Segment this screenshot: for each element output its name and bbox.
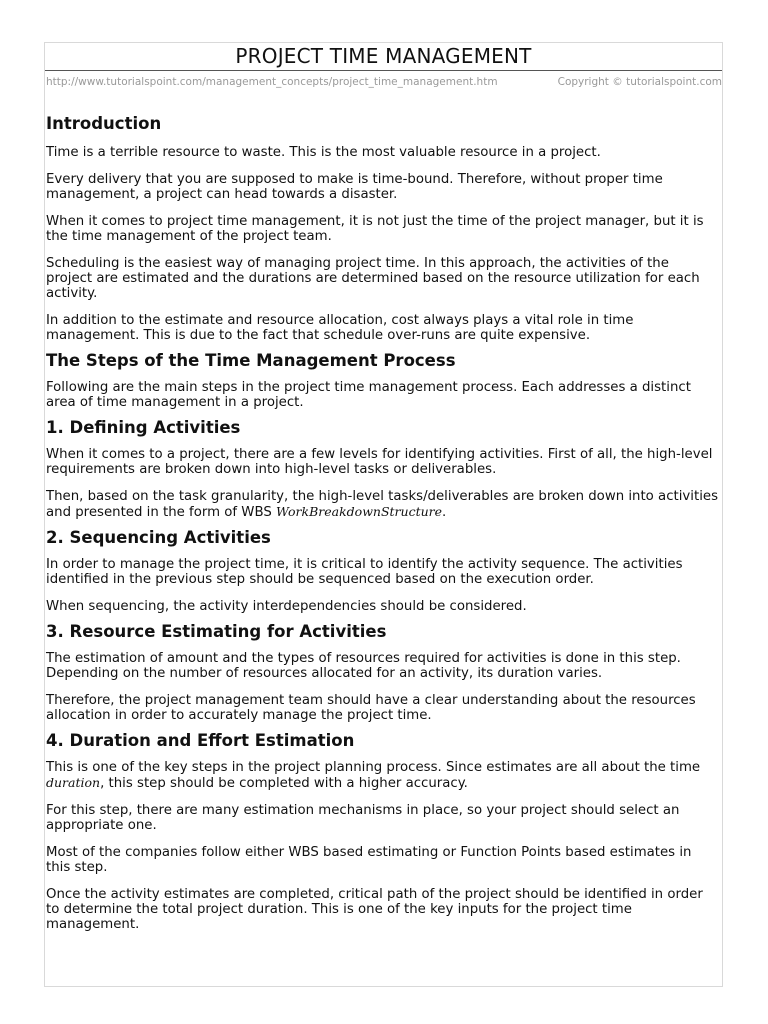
sequencing-paragraph-1: In order to manage the project time, it is critical to identify the activity sequence. The activities identified in the previous step should be sequenced based on the execution order. <box>46 557 683 587</box>
title-divider <box>45 70 722 71</box>
intro-paragraph-4: Scheduling is the easiest way of managing project time. In this approach, the activities of the project are estimated and the durations are determined based on the resource utilization for each activity. <box>46 256 700 301</box>
resource-paragraph-1: The estimation of amount and the types of resources required for activities is done in this step. Depending on the number of resources allocated for an activity, its duration varies. <box>46 651 681 681</box>
sequencing-paragraph-2: When sequencing, the activity interdependencies should be considered. <box>46 599 527 614</box>
defining-paragraph-2-end: . <box>442 505 447 520</box>
heading-duration-estimation: 4. Duration and Effort Estimation <box>46 731 355 750</box>
defining-paragraph-1: When it comes to a project, there are a few levels for identifying activities. First of all, the high-level requirements are broken down into high-level tasks or deliverables. <box>46 447 713 477</box>
document-page <box>44 42 723 987</box>
duration-paragraph-1 <box>46 760 718 791</box>
intro-paragraph-3: When it comes to project time management, it is not just the time of the project manager, but it is the time management of the project team. <box>46 214 704 244</box>
duration-term: duration <box>46 775 101 790</box>
page-title: PROJECT TIME MANAGEMENT <box>235 44 532 68</box>
duration-paragraph-4: Once the activity estimates are completed, critical path of the project should be identified in order to determine the total project duration. This is one of the key inputs for the project time management. <box>46 887 703 932</box>
resource-paragraph-2: Therefore, the project management team should have a clear understanding about the resources allocation in order to accurately manage the project time. <box>46 693 696 723</box>
source-line <box>45 75 722 89</box>
heading-defining-activities: 1. Defining Activities <box>46 418 241 437</box>
heading-sequencing-activities: 2. Sequencing Activities <box>46 528 271 547</box>
defining-paragraph-2-text: Then, based on the task granularity, the high-level tasks/deliverables are broken down into activities and presented in the form of WBS <box>46 489 718 520</box>
heading-steps: The Steps of the Time Management Process <box>46 351 456 370</box>
document-body <box>46 113 718 932</box>
duration-paragraph-2: For this step, there are many estimation mechanisms in place, so your project should select an appropriate one. <box>46 803 680 833</box>
intro-paragraph-2: Every delivery that you are supposed to make is time-bound. Therefore, without proper time management, a project can head towards a disaster. <box>46 172 663 202</box>
wbs-expansion: WorkBreakdownStructure <box>276 504 443 519</box>
steps-paragraph-1: Following are the main steps in the project time management process. Each addresses a distinct area of time management in a project. <box>46 380 691 410</box>
defining-paragraph-2 <box>46 489 718 520</box>
copyright-notice: Copyright © tutorialspoint.com <box>557 76 722 88</box>
duration-paragraph-1-text: This is one of the key steps in the project planning process. Since estimates are all about the time <box>46 760 701 775</box>
heading-introduction: Introduction <box>46 114 162 133</box>
intro-paragraph-1: Time is a terrible resource to waste. This is the most valuable resource in a project. <box>46 145 601 160</box>
source-url[interactable]: http://www.tutorialspoint.com/management_concepts/project_time_management.htm <box>46 76 498 88</box>
heading-resource-estimating: 3. Resource Estimating for Activities <box>46 622 387 641</box>
duration-paragraph-1-end: , this step should be completed with a higher accuracy. <box>100 776 468 791</box>
intro-paragraph-5: In addition to the estimate and resource allocation, cost always plays a vital role in time management. This is due to the fact that schedule over-runs are quite expensive. <box>46 313 634 343</box>
duration-paragraph-3: Most of the companies follow either WBS based estimating or Function Points based estimates in this step. <box>46 845 692 875</box>
